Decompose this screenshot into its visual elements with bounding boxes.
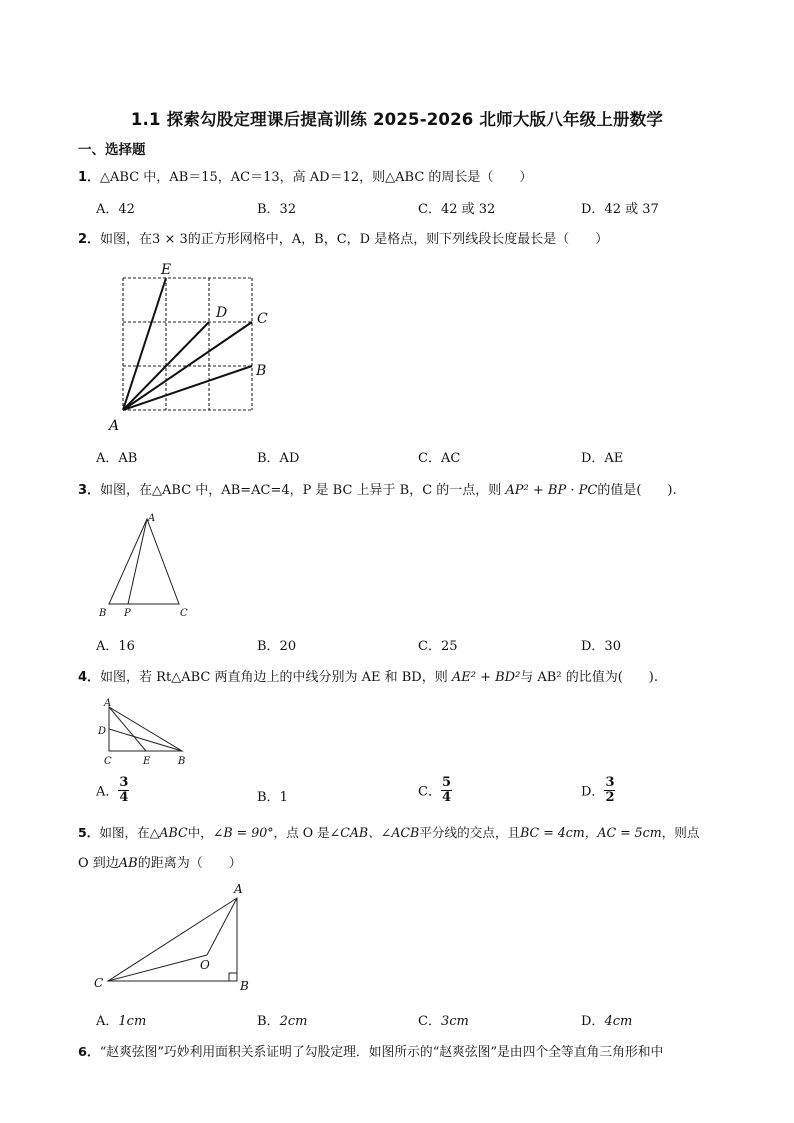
- point-label-e: E: [161, 262, 172, 278]
- option-a[interactable]: A．42: [96, 202, 135, 217]
- bisector-ao: [207, 898, 237, 955]
- option-value: 3cm: [440, 1014, 469, 1029]
- option-letter: A．: [96, 1014, 119, 1029]
- fraction: [441, 776, 452, 804]
- option-d[interactable]: D．AE: [581, 451, 624, 466]
- math-expression: AE² + BD²: [451, 670, 521, 685]
- point-label-c: C: [257, 311, 268, 327]
- point-label-c: C: [104, 756, 112, 767]
- option-value: 2cm: [279, 1014, 308, 1029]
- right-triangle-abc: [108, 898, 237, 981]
- point-label-a: A: [148, 513, 156, 524]
- numerator: 3: [119, 775, 129, 790]
- question-text: ，点 O 是: [273, 825, 330, 840]
- question-number: 3．: [78, 483, 101, 498]
- point-label-e: E: [143, 756, 151, 767]
- option-a[interactable]: [96, 776, 129, 804]
- question-text: 中，: [187, 825, 213, 840]
- question-number: 6．: [78, 1045, 100, 1060]
- option-letter: B．: [257, 1014, 280, 1029]
- question-text: 的值是( ).: [597, 483, 677, 498]
- option-letter: B．: [257, 790, 280, 805]
- fraction: [604, 776, 615, 804]
- math-expression: AB: [118, 856, 138, 871]
- math-expression: ∠B = 90°: [212, 825, 274, 840]
- point-label-c: C: [180, 608, 188, 619]
- option-letter: D．: [581, 1014, 605, 1029]
- option-letter: C．: [418, 1014, 441, 1029]
- right-angle-mark: [229, 973, 237, 981]
- right-triangle-abc: [109, 707, 182, 751]
- option-b[interactable]: [257, 786, 288, 805]
- option-b[interactable]: B．20: [257, 639, 297, 654]
- numerator: 5: [441, 775, 451, 790]
- median-ae: [109, 707, 146, 751]
- option-b[interactable]: B．32: [257, 202, 297, 217]
- point-label-o: O: [200, 958, 210, 972]
- point-label-a: A: [104, 698, 112, 709]
- question-text: 与 AB² 的比值为( ).: [520, 670, 658, 685]
- point-label-a: A: [234, 882, 243, 896]
- question-number: 5．: [78, 825, 100, 840]
- option-c[interactable]: C．25: [418, 639, 458, 654]
- segment-ab: [123, 366, 252, 410]
- numerator: 3: [605, 775, 615, 790]
- question-number: 2．: [78, 232, 101, 247]
- math-expression: △ABC: [149, 825, 188, 840]
- option-d[interactable]: D．42 或 37: [581, 202, 659, 217]
- option-value: 1: [279, 790, 288, 805]
- option-b[interactable]: [257, 1010, 307, 1029]
- option-value: 4cm: [604, 1014, 633, 1029]
- denominator: 2: [605, 789, 615, 805]
- point-label-b: B: [256, 363, 267, 379]
- point-label-b: B: [99, 608, 107, 619]
- question-text: 的距离为（ ）: [137, 856, 242, 871]
- denominator: 4: [441, 789, 451, 805]
- fraction: [118, 776, 129, 804]
- option-value: 1cm: [118, 1014, 147, 1029]
- section-heading: 一、选择题: [78, 142, 146, 158]
- option-d[interactable]: [581, 1010, 632, 1029]
- question-6: [78, 1041, 663, 1060]
- math-expression: ∠CAB、∠ACB: [329, 825, 420, 840]
- option-c[interactable]: C．AC: [418, 451, 461, 466]
- option-d[interactable]: [581, 776, 615, 804]
- question-text: 平分线的交点，且: [419, 825, 521, 840]
- median-bd: [109, 729, 182, 751]
- question-text: 如图，若 Rt△ABC 两直角边上的中线分别为 AE 和 BD，则: [100, 670, 452, 685]
- math-expression: BC = 4cm，AC = 5cm: [520, 825, 662, 840]
- question-text: 如图，在△ABC 中，AB=AC=4，P 是 BC 上异于 B，C 的一点，则: [100, 483, 506, 498]
- page-title: 1.1 探索勾股定理课后提高训练 2025-2026 北师大版八年级上册数学: [130, 110, 664, 129]
- segment-ac: [123, 322, 252, 410]
- option-c[interactable]: [418, 776, 452, 804]
- point-label-b: B: [178, 756, 186, 767]
- math-expression: AP² + BP · PC: [505, 483, 598, 498]
- point-label-d: D: [98, 726, 107, 737]
- question-text: 如图，在: [99, 825, 150, 840]
- question-text: ，则点: [661, 825, 700, 840]
- question-text: 如图，在3 × 3的正方形网格中，A，B，C，D 是格点，则下列线段长度最长是（ ）: [100, 232, 609, 247]
- option-letter: C．: [418, 784, 441, 800]
- question-4: [78, 666, 658, 685]
- denominator: 4: [119, 789, 129, 805]
- question-3: [78, 479, 677, 498]
- question-text: O 到边: [78, 856, 119, 871]
- option-c[interactable]: [418, 1010, 469, 1029]
- option-a[interactable]: A．AB: [96, 451, 138, 466]
- point-label-d: D: [216, 305, 228, 321]
- segment-ae: [123, 278, 166, 410]
- option-d[interactable]: D．30: [581, 639, 621, 654]
- point-label-a: A: [109, 418, 120, 434]
- option-b[interactable]: B．AD: [257, 451, 300, 466]
- question-5: [78, 822, 699, 841]
- question-5-line-2: [78, 852, 242, 871]
- point-label-b: B: [240, 979, 249, 993]
- option-letter: D．: [581, 784, 605, 800]
- segment-ap: [128, 519, 147, 604]
- point-label-c: C: [94, 976, 104, 990]
- option-a[interactable]: [96, 1010, 146, 1029]
- option-a[interactable]: A．16: [96, 639, 135, 654]
- point-label-p: P: [124, 608, 131, 619]
- question-number: 4．: [78, 670, 101, 685]
- bisector-co: [108, 955, 207, 981]
- question-text: “赵爽弦图”巧妙利用面积关系证明了勾股定理．如图所示的“赵爽弦图”是由四个全等直角三角形和中: [99, 1045, 664, 1060]
- option-letter: A．: [96, 784, 119, 800]
- question-text: △ABC 中，AB＝15，AC＝13，高 AD＝12，则△ABC 的周长是（ ）: [100, 170, 533, 185]
- question-number: 1．: [78, 170, 101, 185]
- option-c[interactable]: C．42 或 32: [418, 202, 496, 217]
